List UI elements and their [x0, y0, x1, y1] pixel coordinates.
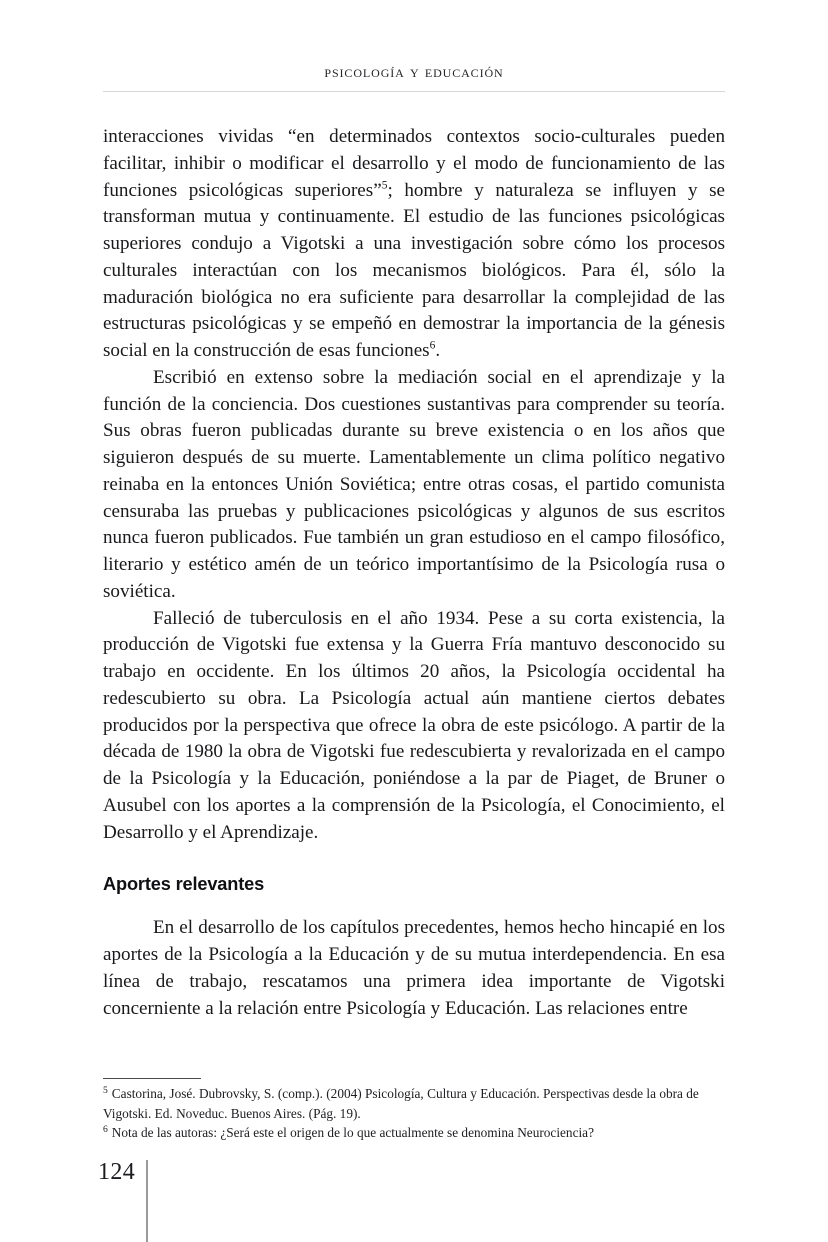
- body-text-column: [103, 124, 725, 1022]
- paragraph-1-text-a: interacciones vividas “en determinados contextos socio-culturales pueden facilitar, inhibir o modificar el desarrollo y el modo de funcionamiento de las funciones psicológicas superiores”: [103, 126, 725, 201]
- paragraph-1-text-b: ; hombre y naturaleza se influyen y se transforman mutua y continuamente. El estudio de las funciones psicológicas superiores condujo a Vigotski a una investigación sobre cómo los procesos culturales interactúan con los mecanismos biológicos. Para él, sólo la maduración biológica no era suficiente para desarrollar la complejidad de las estructuras psicológicas y se empeñó en demostrar la importancia de la génesis social en la construcción de esas funciones: [103, 179, 725, 361]
- paragraph-4: En el desarrollo de los capítulos precedentes, hemos hecho hincapié en los aportes de la Psicología a la Educación y de su mutua interdependencia. En esa línea de trabajo, rescatamos una primera idea importante de Vigotski concerniente a la relación entre Psicología y Educación. Las relaciones entre: [103, 917, 725, 1019]
- running-head: [103, 62, 725, 81]
- header-divider: [103, 91, 725, 92]
- paragraph-3: Falleció de tuberculosis en el año 1934. Pese a su corta existencia, la producción de Vigotski fue extensa y la Guerra Fría mantuvo desconocido su trabajo en occidente. En los últimos 20 años, la Psicología occidental ha redescubierto su obra. La Psicología actual aún mantiene ciertos debates producidos por la perspectiva que ofrece la obra de este psicólogo. A partir de la década de 1980 la obra de Vigotski fue redescubierta y revalorizada en el campo de la Psicología y la Educación, poniéndose a la par de Piaget, de Bruner o Ausubel con los aportes a la comprensión de la Psicología, el Conocimiento, el Desarrollo y el Aprendizaje.: [103, 607, 725, 843]
- footnote-divider: [103, 1078, 201, 1079]
- footnote-6: [103, 1123, 727, 1143]
- paragraph-2: Escribió en extenso sobre la mediación social en el aprendizaje y la función de la conciencia. Dos cuestiones sustantivas para comprender su teoría. Sus obras fueron publicadas durante su breve existencia o en los años que siguieron después de su muerte. Lamentablemente un clima político negativo reinaba en la entonces Unión Soviética; entre otras cosas, el partido comunista censuraba las pruebas y publicaciones psicológicas y algunos de sus escritos nunca fueron publicados. Fue también un gran estudioso en el campo filosófico, literario y estético amén de un teórico importantísimo de la Psicología rusa o soviética.: [103, 366, 725, 602]
- footnote-6-text: Nota de las autoras: ¿Será este el origen de lo que actualmente se denomina Neurociencia?: [111, 1125, 594, 1141]
- footnote-marker-5: 5: [381, 179, 388, 192]
- spacer-after-heading: [103, 897, 725, 915]
- footnote-5-marker: 5: [103, 1084, 108, 1096]
- footnote-6-marker: 6: [103, 1123, 108, 1135]
- running-head-text: psicología y educación: [324, 61, 504, 81]
- section-heading: Aportes relevantes: [103, 874, 265, 895]
- footnote-5: [103, 1084, 727, 1123]
- paragraph-1-text-c: .: [435, 340, 441, 361]
- page-number-rule: [146, 1160, 148, 1242]
- footnote-area: [103, 1084, 727, 1143]
- paragraph-1: [103, 124, 725, 365]
- footnote-marker-6: 6: [429, 339, 436, 352]
- footnote-5-text: Castorina, José. Dubrovsky, S. (comp.). (2004) Psicología, Cultura y Educación. Perspectivas desde la obra de Vigotski. Ed. Noveduc. Buenos Aires. (Pág. 19).: [103, 1086, 699, 1121]
- page-number: 124: [98, 1159, 136, 1185]
- spacer-before-heading: [103, 846, 725, 871]
